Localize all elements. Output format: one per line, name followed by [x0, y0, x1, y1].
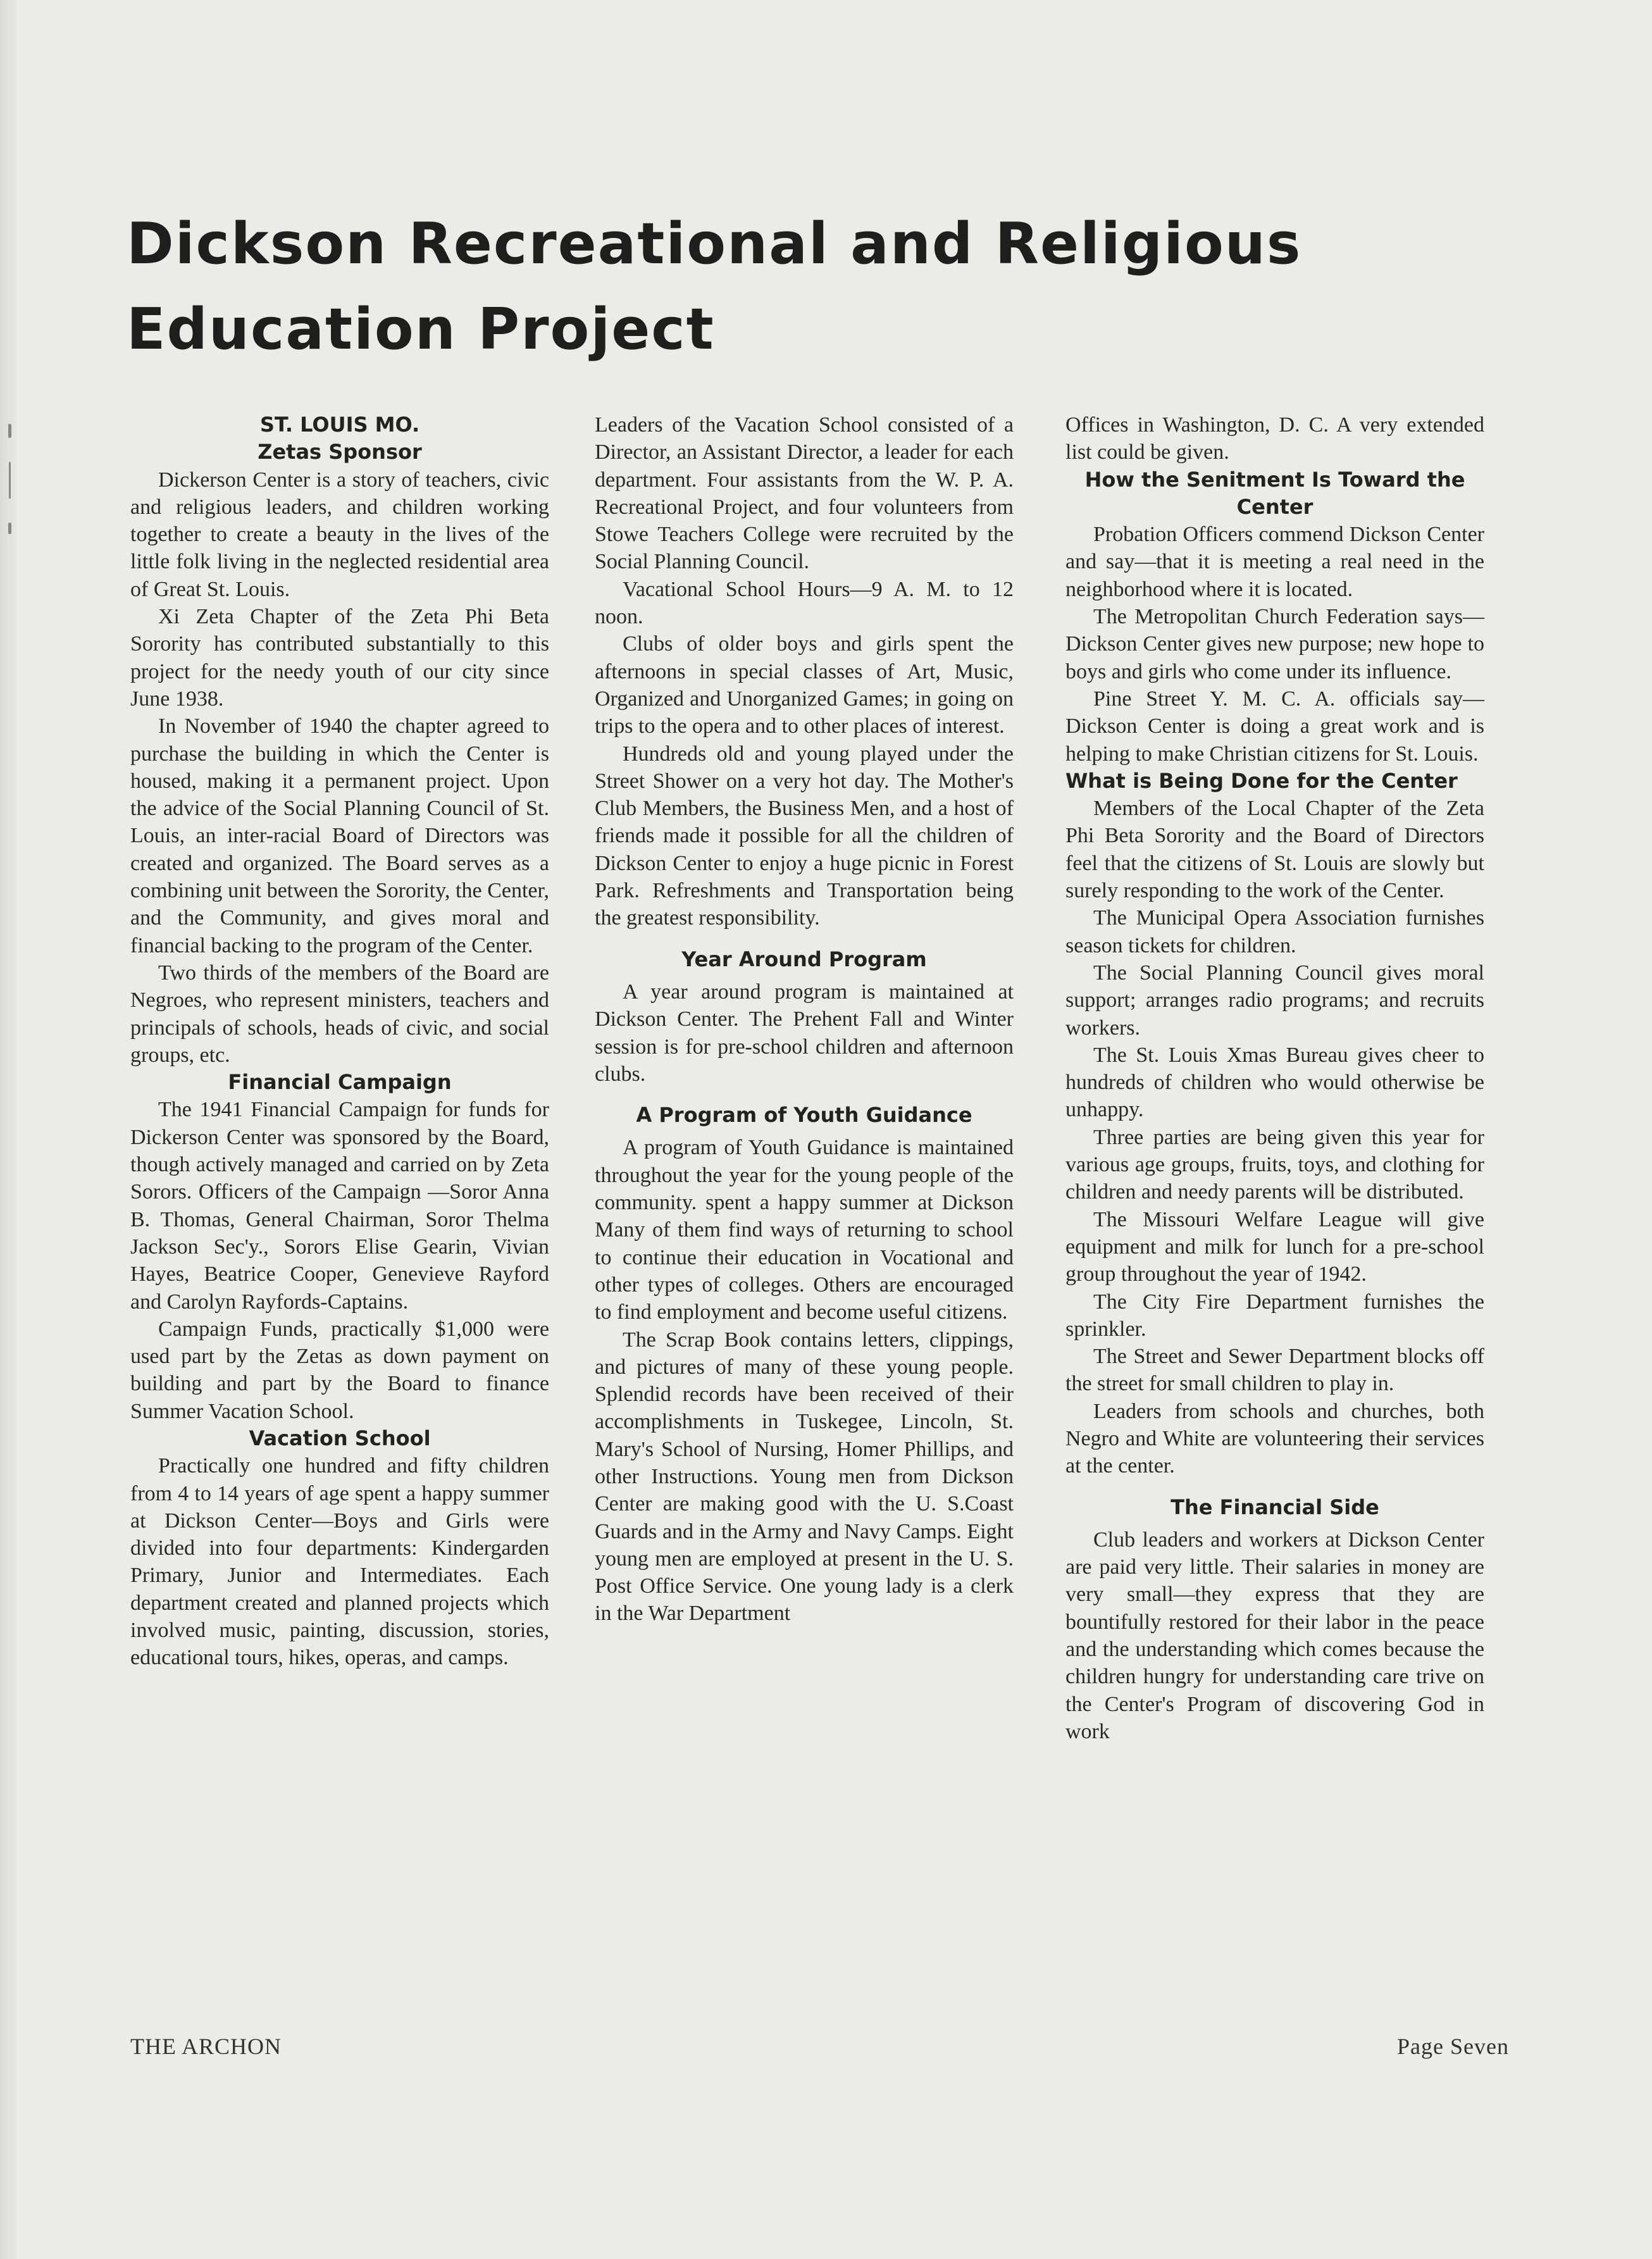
paragraph: Pine Street Y. M. C. A. officials say—Dickson Center is doing a great work and is helping to make Christian citizens for St. Louis.: [1065, 687, 1484, 766]
column-3: [1065, 411, 1484, 1745]
paragraph: Three parties are being given this year for various age groups, fruits, toys, and clothing for children and needy parents will be distributed.: [1065, 1125, 1484, 1204]
section-heading-financial-campaign: Financial Campaign: [228, 1070, 452, 1095]
paragraph: Hundreds old and young played under the Street Shower on a very hot day. The Mother's Club Members, the Business Men, and a host of friends made it possible for all the children of Dickson Center to enjoy a huge picnic in Forest Park. Refreshments and Transportation being the greatest responsibility.: [595, 742, 1014, 930]
paragraph: The 1941 Financial Campaign for funds for Dickerson Center was sponsored by the Board, though actively managed and carried on by Zeta Sorors. Officers of the Campaign —Soror Anna B. Thomas, General Chairman, Soror Thelma Jackson Sec'y., Sorors Elise Gearin, Vivian Hayes, Beatrice Cooper, Genevieve Rayford and Carolyn Rayfords-Captains.: [130, 1098, 549, 1314]
paragraph: Club leaders and workers at Dickson Center are paid very little. Their salaries in money are very small—they express that they are bountifully restored for their labor in the peace and the understanding which comes because the children hungry for understanding care trive on the Center's Program of discovering God in work: [1065, 1528, 1484, 1743]
section-heading-financial-side: The Financial Side: [1171, 1495, 1379, 1519]
paragraph: Practically one hundred and fifty children from 4 to 14 years of age spent a happy summer at Dickson Center—Boys and Girls were divided into four departments: Kindergarden Primary, Junior and Intermediates. Each department created and planned projects which involved music, painting, discussion, stories, educational tours, hikes, operas, and camps.: [130, 1454, 549, 1670]
paragraph: The Missouri Welfare League will give equipment and milk for lunch for a pre-school group throughout the year of 1942.: [1065, 1207, 1484, 1286]
section-heading-zetas-sponsor: Zetas Sponsor: [258, 440, 422, 464]
paragraph: The Municipal Opera Association furnishes season tickets for children.: [1065, 906, 1484, 957]
paragraph: Offices in Washington, D. C. A very extended list could be given.: [1065, 413, 1484, 464]
paragraph: Campaign Funds, practically $1,000 were used part by the Zetas as down payment on building and part by the Board to finance Summer Vacation School.: [130, 1317, 549, 1423]
paragraph: A year around program is maintained at Dickson Center. The Prehent Fall and Winter session is for pre-school children and afternoon clubs.: [595, 980, 1014, 1086]
paragraph: In November of 1940 the chapter agreed to purchase the building in which the Center is housed, making it a permanent project. Upon the advice of the Social Planning Council of St. Louis, an inter-racial Board of Directors was created and organized. The Board serves as a combining unit between the Sorority, the Center, and the Community, and gives moral and financial backing to the program of the Center.: [130, 714, 549, 957]
section-heading-youth-guidance: A Program of Youth Guidance: [636, 1103, 972, 1128]
section-heading-sentiment: How the Senitment Is Toward the Center: [1084, 467, 1465, 519]
paragraph: A program of Youth Guidance is maintained throughout the year for the young people of the community. spent a happy summer at Dickson Many of them find ways of returning to school to continue their education in Vocational and other types of colleges. Others are encouraged to find employment and become useful citizens.: [595, 1136, 1014, 1324]
article-headline: Dickson Recreational and Religious Education Project: [127, 211, 1302, 363]
paragraph: Two thirds of the members of the Board are Negroes, who represent ministers, teachers and principals of schools, heads of civic, and social groups, etc.: [130, 961, 549, 1067]
column-1: [130, 411, 549, 1672]
paragraph: The Social Planning Council gives moral support; arranges radio programs; and recruits workers.: [1065, 961, 1484, 1040]
column-2: [595, 411, 1014, 1627]
footer-publication-name: THE ARCHON: [130, 2034, 282, 2059]
paragraph: Leaders from schools and churches, both Negro and White are volunteering their services at the center.: [1065, 1399, 1484, 1478]
paragraph: The St. Louis Xmas Bureau gives cheer to hundreds of children who would otherwise be unhappy.: [1065, 1043, 1484, 1122]
paragraph: Leaders of the Vacation School consisted of a Director, an Assistant Director, a leader for each department. Four assistants from the W. P. A. Recreational Project, and four volunteers from Stowe Teachers College were recruited by the Social Planning Council.: [595, 413, 1014, 574]
location-heading: ST. LOUIS MO.: [259, 413, 420, 437]
paragraph: Xi Zeta Chapter of the Zeta Phi Beta Sorority has contributed substantially to this project for the needy youth of our city since June 1938.: [130, 605, 549, 711]
paragraph: Probation Officers commend Dickson Center and say—that it is meeting a real need in the neighborhood where it is located.: [1065, 523, 1484, 601]
paragraph: The City Fire Department furnishes the sprinkler.: [1065, 1290, 1484, 1341]
binding-marks: [5, 424, 14, 557]
paragraph: Dickerson Center is a story of teachers, civic and religious leaders, and children working together to create a beauty in the lives of the little folk living in the neglected residential area of Great St. Louis.: [130, 468, 549, 601]
section-heading-year-around-program: Year Around Program: [681, 947, 927, 971]
section-heading-being-done: What is Being Done for the Center: [1065, 768, 1458, 793]
page-edge: [0, 0, 16, 2259]
paragraph: The Metropolitan Church Federation says—Dickson Center gives new purpose; new hope to boys and girls who come under its influence.: [1065, 605, 1484, 683]
paragraph: Vacational School Hours—9 A. M. to 12 noon.: [595, 577, 1014, 629]
paragraph: Members of the Local Chapter of the Zeta Phi Beta Sorority and the Board of Directors feel that the citizens of St. Louis are slowly but surely responding to the work of the Center.: [1065, 797, 1484, 903]
footer-page-number: Page Seven: [1397, 2034, 1509, 2059]
paragraph: Clubs of older boys and girls spent the afternoons in special classes of Art, Music, Organized and Unorganized Games; in going on trips to the opera and to other places of interest.: [595, 632, 1014, 738]
section-heading-vacation-school: Vacation School: [249, 1426, 431, 1450]
paragraph: The Street and Sewer Department blocks off the street for small children to play in.: [1065, 1345, 1484, 1396]
paragraph: The Scrap Book contains letters, clippings, and pictures of many of these young people. Splendid records have been received of their accomplishments in Tuskegee, Lincoln, St. Mary's School of Nursing, Homer Phillips, and other Instructions. Young men from Dickson Center are making good with the U. S.Coast Guards and in the Army and Navy Camps. Eight young men are employed at present in the U. S. Post Office Service. One young lady is a clerk in the War Department: [595, 1328, 1014, 1626]
